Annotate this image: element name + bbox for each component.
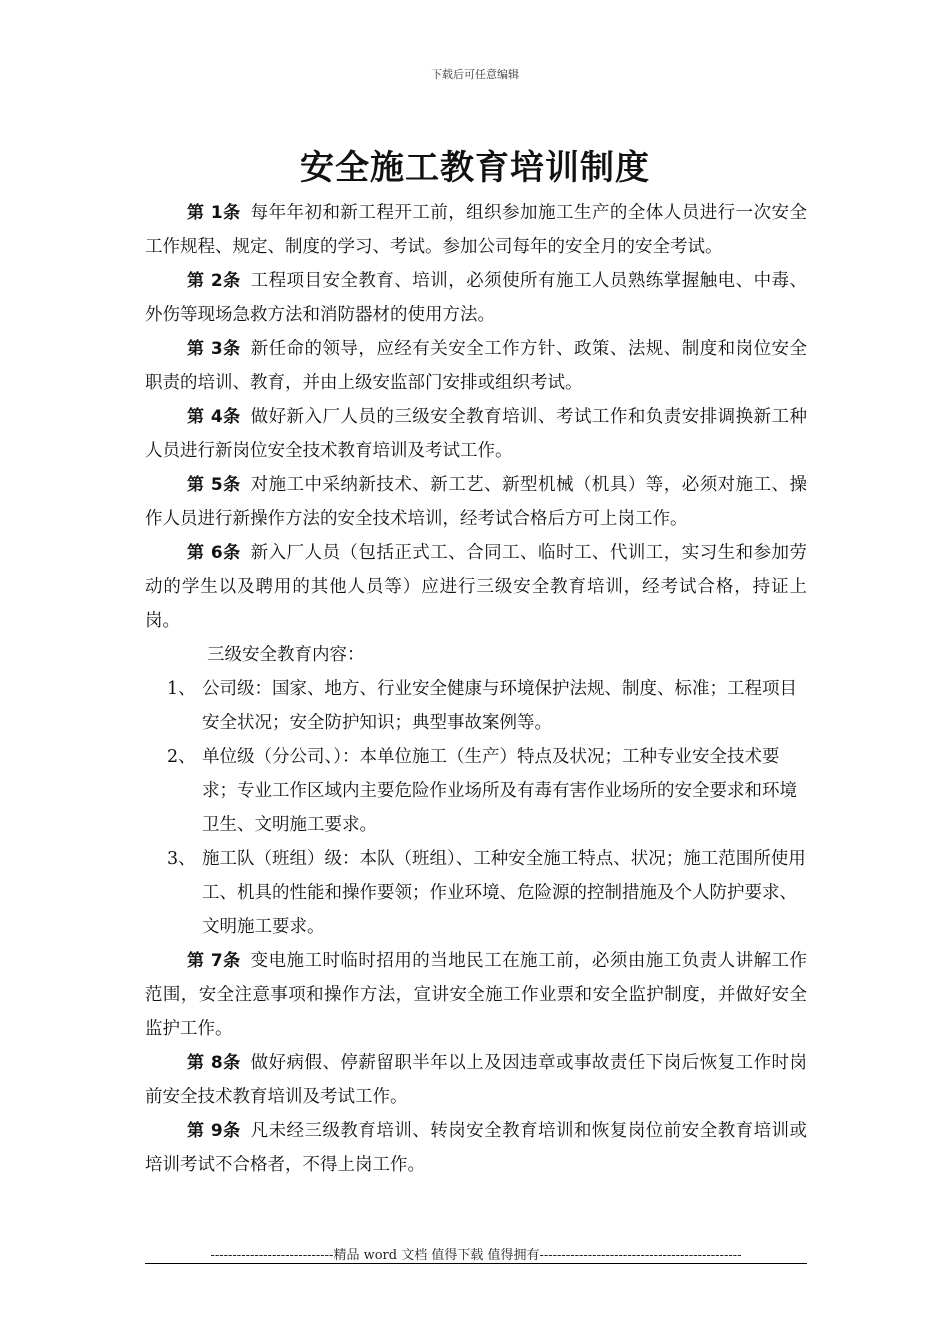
article-4 xyxy=(145,400,807,468)
article-3 xyxy=(145,332,807,400)
document-body xyxy=(145,196,807,1182)
article-1 xyxy=(145,196,807,264)
list-item-text: 单位级（分公司、）：本单位施工（生产）特点及状况；工种专业安全技术要求；专业工作区域内主要危险作业场所及有毒有害作业场所的安全要求和环境卫生、文明施工要求。 xyxy=(202,747,797,835)
list-item-number: 1、 xyxy=(167,679,196,699)
list-item xyxy=(145,842,807,944)
articles-part1 xyxy=(145,196,807,638)
article-label: 第 6条 xyxy=(187,543,241,563)
list-item-text: 公司级：国家、地方、行业安全健康与环境保护法规、制度、标准；工程项目安全状况；安全防护知识；典型事故案例等。 xyxy=(202,679,797,733)
list-item-number: 3、 xyxy=(167,849,196,869)
page-footer-note: ----------------------------精品 word 文档 值得下载 值得拥有---------------------------------------------- xyxy=(210,1248,742,1263)
article-7 xyxy=(145,944,807,1046)
article-5 xyxy=(145,468,807,536)
article-text: 做好新入厂人员的三级安全教育培训、考试工作和负责安排调换新工种人员进行新岗位安全技术教育培训及考试工作。 xyxy=(145,407,808,461)
article-label: 第 9条 xyxy=(187,1121,241,1141)
article-text: 凡未经三级教育培训、转岗安全教育培训和恢复岗位前安全教育培训或培训考试不合格者，不得上岗工作。 xyxy=(145,1121,808,1175)
document-title: 安全施工教育培训制度 xyxy=(300,148,650,188)
article-text: 工程项目安全教育、培训，必须使所有施工人员熟练掌握触电、中毒、外伤等现场急救方法和消防器材的使用方法。 xyxy=(145,271,808,325)
articles-part2 xyxy=(145,944,807,1182)
article-6 xyxy=(145,536,807,638)
footer-divider xyxy=(145,1263,807,1264)
article-label: 第 8条 xyxy=(187,1053,241,1073)
article-text: 新任命的领导，应经有关安全工作方针、政策、法规、制度和岗位安全职责的培训、教育，并由上级安监部门安排或组织考试。 xyxy=(145,339,808,393)
list-item-number: 2、 xyxy=(167,747,196,767)
article-label: 第 2条 xyxy=(187,271,241,291)
article-label: 第 7条 xyxy=(187,951,241,971)
article-label: 第 5条 xyxy=(187,475,241,495)
article-label: 第 1条 xyxy=(187,203,241,223)
article-text: 做好病假、停薪留职半年以上及因违章或事故责任下岗后恢复工作时岗前安全技术教育培训及考试工作。 xyxy=(145,1053,808,1107)
article-text: 每年年初和新工程开工前，组织参加施工生产的全体人员进行一次安全工作规程、规定、制度的学习、考试。参加公司每年的安全月的安全考试。 xyxy=(145,203,808,257)
article-label: 第 3条 xyxy=(187,339,241,359)
article-label: 第 4条 xyxy=(187,407,241,427)
article-text: 对施工中采纳新技术、新工艺、新型机械（机具）等，必须对施工、操作人员进行新操作方法的安全技术培训，经考试合格后方可上岗工作。 xyxy=(145,475,808,529)
article-text: 新入厂人员（包括正式工、合同工、临时工、代训工，实习生和参加劳动的学生以及聘用的其他人员等）应进行三级安全教育培训，经考试合格，持证上岗。 xyxy=(145,543,808,631)
list-item xyxy=(145,740,807,842)
education-levels-list xyxy=(145,672,807,944)
education-levels-heading: 三级安全教育内容： xyxy=(207,645,365,665)
article-text: 变电施工时临时招用的当地民工在施工前，必须由施工负责人讲解工作范围，安全注意事项和操作方法，宣讲安全施工作业票和安全监护制度，并做好安全监护工作。 xyxy=(145,951,808,1039)
list-item-text: 施工队（班组）级：本队（班组）、工种安全施工特点、状况；施工范围所使用工、机具的性能和操作要领；作业环境、危险源的控制措施及个人防护要求、文明施工要求。 xyxy=(202,849,806,937)
article-8 xyxy=(145,1046,807,1114)
list-item xyxy=(145,672,807,740)
article-2 xyxy=(145,264,807,332)
article-9 xyxy=(145,1114,807,1182)
page-header-note: 下载后可任意编辑 xyxy=(431,68,519,81)
